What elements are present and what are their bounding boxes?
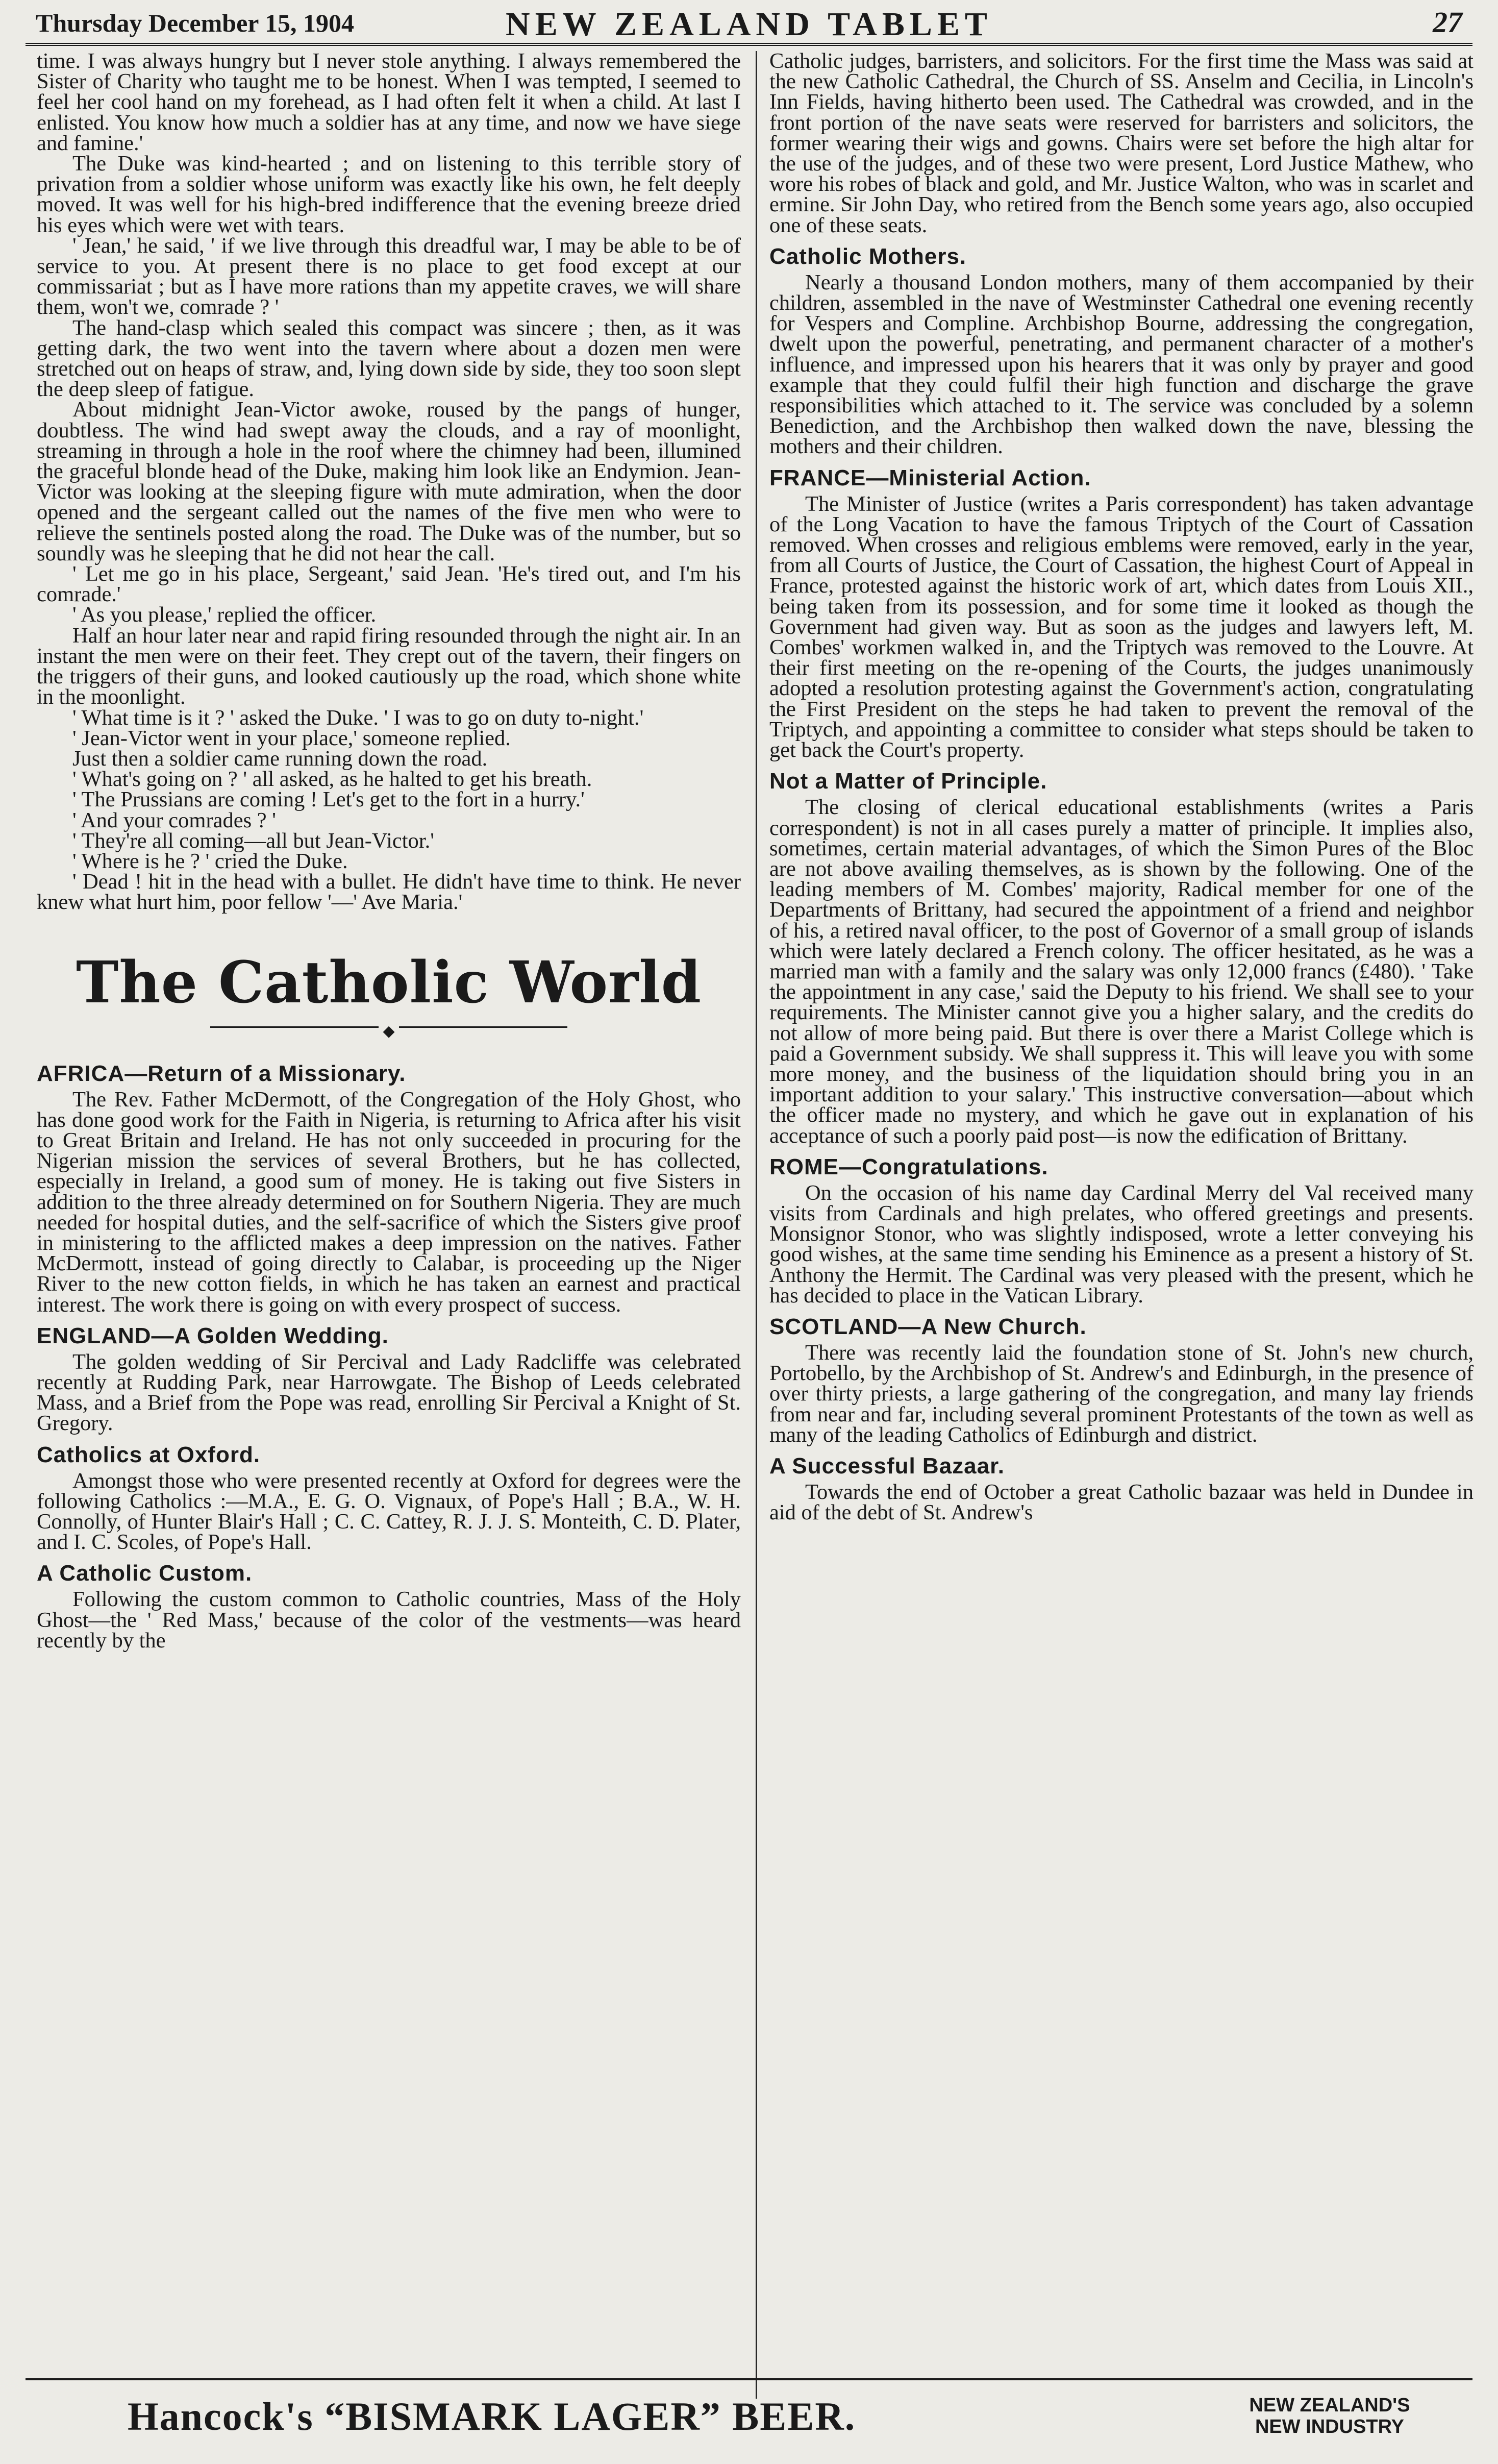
story-paragraph: Half an hour later near and rapid firing resounded through the night air. In an instant the men were on their feet. They crept out of the tavern, their fingers on the triggers of their guns, and looked cautiously up the road, which shone white in the moonlight. — [37, 623, 741, 709]
article-principle — [769, 769, 1474, 1146]
story-paragraph: ' As you please,' replied the officer. — [72, 603, 377, 627]
article-france — [769, 465, 1474, 761]
story-paragraph: ' What time is it ? ' asked the Duke. ' I was to go on duty to-night.' — [72, 705, 644, 730]
footer-advert — [0, 2392, 1498, 2453]
article-england — [37, 1323, 741, 1434]
article-scotland — [769, 1314, 1474, 1445]
page-header — [26, 4, 1472, 43]
article-heading: ENGLAND—A Golden Wedding. — [37, 1323, 389, 1348]
article-heading: Catholics at Oxford. — [37, 1442, 261, 1467]
article-paragraph: The closing of clerical educational establishments (writes a Paris correspondent) is not in all cases purely a matter of principle. It implies also, sometimes, certain material advantages, of which the Simon Pures of the Bloc are not above availing themselves, as is shown by the following. One of the leading members of M. Combes' majority, Radical member for one of the Departments of Brittany, had secured the appointment of a friend and neighbor of his, a retired naval officer, to the post of Governor of a small group of islands which were lately declared a French colony. The officer hesitated, as he was a married man with a family and the salary was only 12,000 francs (£480). ' Take the appointment in any case,' said the Deputy to his friend. We shall see to your requirements. The Minister cannot give you a higher salary, and the credits do not allow of more being paid. But there is over there a Marist College which is paid a Government subsidy. We shall suppress it. This will leave you with some more money, and the business of the liquidation should bring you in an important addition to your salary.' This instructive conversation—about which the officer made no mystery, and which he gave out in explanation of his acceptance of such a poorly paid post—is now the edification of Brittany. — [769, 795, 1474, 1148]
article-paragraph: The Rev. Father McDermott, of the Congregation of the Holy Ghost, who has done good work for the Faith in Nigeria, is returning to Africa after his visit to Great Britain and Ireland. He has not only succeeded in procuring for the Nigerian mission the services of several Brothers, but he has collected, especially in Ireland, a good sum of money. He is taking out five Sisters in addition to the three already determined on for Southern Nigeria. They are much needed for hospital duties, and the self-sacrifice of which the Sisters give proof in ministering to the afflicted makes a deep impression on the natives. Father McDermott, instead of going directly to Calabar, is proceeding up the Niger River to the new cotton fields, in which he has taken an earnest and practical interest. The work there is going on with every prospect of success. — [37, 1087, 741, 1317]
story-paragraph: The Duke was kind-hearted ; and on listening to this terrible story of privation from a soldier whose uniform was exactly like his own, he felt deeply moved. It was well for his high-bred indifference that the evening breeze dried his eyes which were wet with tears. — [37, 152, 741, 237]
story-paragraph: ' What's going on ? ' all asked, as he halted to get his breath. — [72, 767, 592, 792]
article-heading: ROME—Congratulations. — [769, 1154, 1048, 1179]
diamond-icon: ◆ — [379, 1024, 398, 1039]
article-heading: A Successful Bazaar. — [769, 1453, 1005, 1479]
issue-date: Thursday December 15, 1904 — [36, 9, 355, 37]
header-rule — [26, 43, 1472, 46]
advert-text: Hancock's “BISMARK LAGER” BEER. — [128, 2394, 856, 2438]
story-paragraph: ' Where is he ? ' cried the Duke. — [72, 849, 348, 873]
article-paragraph: On the occasion of his name day Cardinal Merry del Val received many visits from Cardinals and high prelates, who offered greetings and presents. Monsignor Stonor, who was slightly indisposed, wrote a letter conveying his good wishes, at the same time sending his Eminence as a present a history of St. Anthony the Hermit. The Cardinal was very pleased with the present, which he has decided to place in the Vatican Library. — [769, 1180, 1474, 1308]
right-column — [769, 51, 1474, 1523]
article-paragraph: The golden wedding of Sir Percival and Lady Radcliffe was celebrated recently at Rudding Park, near Harrowgate. The Bishop of Leeds celebrated Mass, and a Brief from the Pope was read, enrolling Sir Percival a Knight of St. Gregory. — [37, 1349, 741, 1436]
story-paragraph: ' Let me go in his place, Sergeant,' said Jean. 'He's tired out, and I'm his comrade.' — [37, 562, 741, 607]
article-paragraph: Following the custom common to Catholic countries, Mass of the Holy Ghost—the ' Red Mass,' because of the color of the vestments—was heard recently by the — [37, 1587, 741, 1653]
tagline-line: NEW INDUSTRY — [1255, 2416, 1405, 2437]
story-paragraph: About midnight Jean-Victor awoke, roused by the pangs of hunger, doubtless. The wind had swept away the clouds, and a ray of moonlight, streaming in through a hole in the roof where the chimney had been, illumined the graceful blonde head of the Duke, making him look like an Endymion. Jean-Victor was looking at the sleeping figure with mute admiration, when the door opened and the sergeant called out the names of the five men who were to relieve the sentinels posted along the road. The Duke was of the number, but so soundly was he sleeping that he did not hear the call. — [37, 398, 741, 565]
story-paragraph: ' Jean-Victor went in your place,' someone replied. — [72, 726, 511, 750]
article-heading: AFRICA—Return of a Missionary. — [37, 1061, 406, 1086]
story-continuation — [37, 51, 741, 913]
story-paragraph: The hand-clasp which sealed this compact was sincere ; then, as it was getting dark, the two went into the tavern where about a dozen men were stretched out on heaps of straw, and, lying down side by side, they too soon slept the deep sleep of fatigue. — [37, 315, 741, 402]
story-paragraph: ' They're all coming—all but Jean-Victor.' — [72, 828, 434, 853]
footer-rule — [26, 2378, 1472, 2380]
article-rome — [769, 1154, 1474, 1306]
page-number: 27 — [1433, 6, 1462, 39]
article-oxford — [37, 1442, 741, 1553]
story-paragraph: ' The Prussians are coming ! Let's get to the fort in a hurry.' — [72, 787, 585, 812]
article-catholic-mothers — [769, 244, 1474, 457]
article-heading: SCOTLAND—A New Church. — [769, 1314, 1087, 1339]
article-paragraph: Catholic judges, barristers, and solicitors. For the first time the Mass was said at the new Catholic Cathedral, the Church of SS. Anselm and Cecilia, in Lincoln's Inn Fields, having hitherto been used. The Cathedral was crowded, and in the front portion of the nave seats were reserved for barristers and solicitors, the former wearing their wigs and gowns. Chairs were set before the high altar for the use of the judges, and of these two were present, Lord Justice Mathew, who wore his robes of black and gold, and Mr. Justice Walton, who was in scarlet and ermine. Sir John Day, who retired from the Bench some years ago, also occupied one of these seats. — [769, 49, 1474, 237]
story-paragraph: time. I was always hungry but I never stole anything. I always remembered the Sister of Charity who taught me to be honest. When I was tempted, I seemed to feel her cool hand on my forehead, as I had often felt it when a child. At last I enlisted. You know how much a soldier has at any time, and now we have siege and famine.' — [37, 49, 741, 155]
article-paragraph: The Minister of Justice (writes a Paris correspondent) has taken advantage of the Long Vacation to have the famous Triptych of the Court of Cassation removed. When crosses and religious emblems were removed, early in the year, from all Courts of Justice, the Court of Cassation, the highest Court of Appeal in France, protested against the historic work of art, which dates from Louis XII., being taken from its possession, and for some time it looked as though the Government had given way. But as soon as the judges and lawyers left, M. Combes' workmen walked in, and the Triptych was removed to the Louvre. At their first meeting on the re-opening of the Courts, the judges unanimously adopted a resolution protesting against the Government's action, congratulating the First President on the steps he had taken to prevent the removal of the Triptych, and appointing a committee to consider what steps should be taken to get back the Court's property. — [769, 491, 1474, 762]
left-column — [37, 51, 741, 1651]
masthead-title: NEW ZEALAND TABLET — [506, 6, 992, 43]
tagline-line: NEW ZEALAND'S — [1249, 2395, 1410, 2416]
article-heading: FRANCE—Ministerial Action. — [769, 465, 1091, 490]
advert-tagline — [1222, 2395, 1437, 2437]
article-bazaar — [769, 1453, 1474, 1523]
article-paragraph: There was recently laid the foundation stone of St. John's new church, Portobello, by the Archbishop of St. Andrew's and Edinburgh, in the presence of over thirty priests, a large gathering of the congregation, and many lay friends from near and far, including several prominent Protestants of the town as well as many of the leading Catholics of Edinburgh and district. — [769, 1340, 1474, 1447]
article-heading: Catholic Mothers. — [769, 243, 967, 269]
article-custom — [37, 1561, 741, 1651]
section-title: The Catholic World — [76, 949, 702, 1016]
story-paragraph: ' Dead ! hit in the head with a bullet. He didn't have time to think. He never knew what hurt him, poor fellow '—' Ave Maria.' — [37, 870, 741, 915]
section-ornament — [37, 1019, 741, 1040]
article-heading: Not a Matter of Principle. — [769, 769, 1047, 794]
article-africa — [37, 1061, 741, 1315]
story-paragraph: ' And your comrades ? ' — [72, 808, 276, 832]
article-paragraph: Towards the end of October a great Catholic bazaar was held in Dundee in aid of the debt of St. Andrew's — [769, 1480, 1474, 1525]
column-divider — [756, 51, 757, 2399]
article-paragraph: Amongst those who were presented recently at Oxford for degrees were the following Catholics :—M.A., E. G. O. Vignaux, of Pope's Hall ; B.A., W. H. Connolly, of Hunter Blair's Hall ; C. C. Cattey, R. J. J. S. Monteith, C. D. Plater, and I. C. Scoles, of Pope's Hall. — [37, 1468, 741, 1555]
article-paragraph: Nearly a thousand London mothers, many of them accompanied by their children, assembled in the nave of Westminster Cathedral one evening recently for Vespers and Compline. Archbishop Bourne, addressing the congregation, dwelt upon the powerful, penetrating, and permanent character of a mother's influence, and impressed upon his hearers that it was only by prayer and good example that they could fulfil their high function and discharge the grave responsibilities which attached to it. The service was concluded by a solemn Benediction, and the Archbishop then walked down the nave, blessing the mothers and their children. — [769, 270, 1474, 459]
article-heading: A Catholic Custom. — [37, 1561, 253, 1586]
story-paragraph: ' Jean,' he said, ' if we live through this dreadful war, I may be able to be of service to you. At present there is no place to get food except at our commissariat ; but as I have more rations than my appetite craves, we will share them, won't we, comrade ? ' — [37, 233, 741, 319]
story-paragraph: Just then a soldier came running down the road. — [72, 746, 488, 771]
